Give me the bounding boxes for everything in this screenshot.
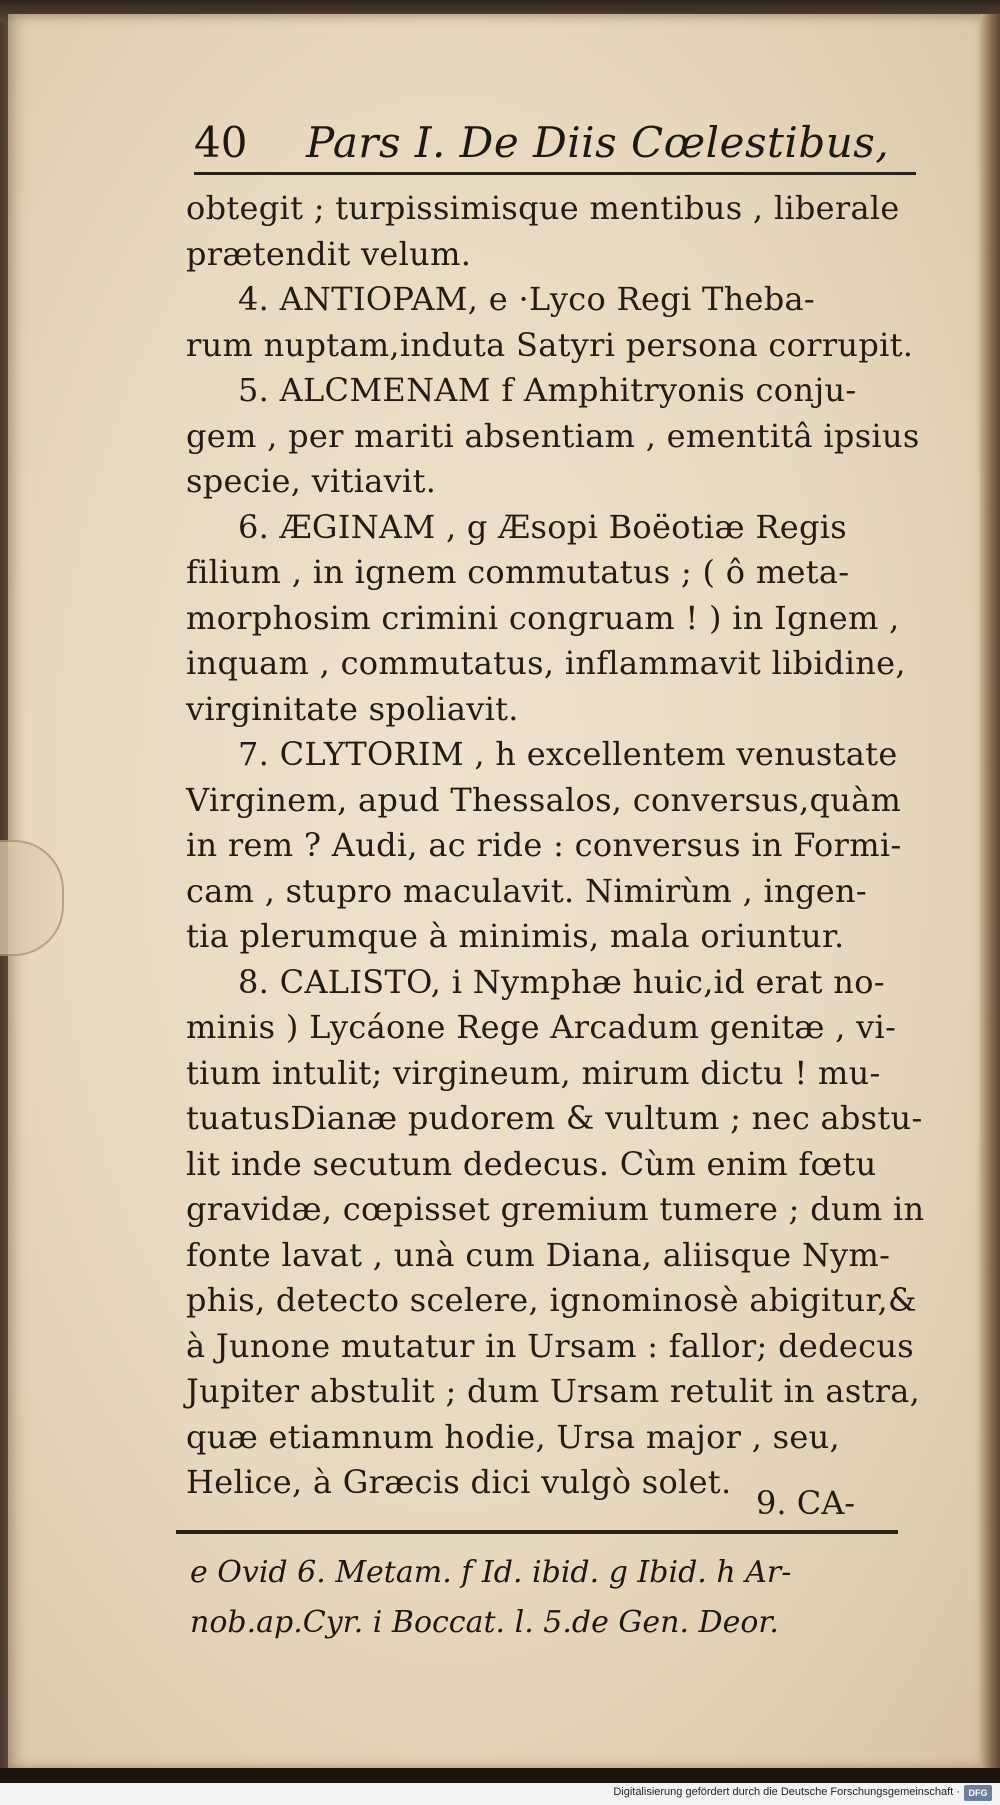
bottom-band (0, 1768, 1000, 1783)
page-number: 40 (194, 118, 248, 167)
text-line: minis ) Lycáone Rege Arcadum genitæ , vi- (186, 1008, 897, 1046)
text-line: in rem ? Audi, ac ride : conversus in Formi- (186, 826, 902, 864)
text-line: rum nuptam,induta Satyri persona corrupit. (186, 325, 914, 364)
text-line: 4. ANTIOPAM, e ·Lyco Regi Theba- (238, 280, 816, 318)
text-line: fonte lavat , unà cum Diana, aliisque Nym- (186, 1235, 891, 1274)
text-line: cam , stupro maculavit. Nimirùm , ingen- (186, 871, 868, 910)
catchword: 9. CA- (756, 1484, 856, 1522)
text-line: phis, detecto scelere, ignominosè abigitur,& (186, 1281, 917, 1319)
text-line: gravidæ, cœpisset gremium tumere ; dum in (186, 1190, 925, 1228)
header-rule (194, 172, 916, 175)
text-line: tia plerumque à minimis, mala oriuntur. (186, 917, 845, 955)
digitization-credit: Digitalisierung gefördert durch die Deutsche Forschungsgemeinschaft · (613, 1786, 960, 1798)
page-header (194, 118, 914, 174)
text-line: Virginem, apud Thessalos, conversus,quàm (186, 780, 902, 819)
text-line: virginitate spoliavit. (186, 689, 519, 728)
text-line: specie, vitiavit. (186, 462, 437, 500)
footnotes (190, 1548, 920, 1648)
text-line: morphosim crimini congruam ! ) in Ignem , (186, 598, 900, 637)
text-line: quæ etiamnum hodie, Ursa major , seu, (186, 1417, 841, 1456)
text-line: gem , per mariti absentiam , ementitâ ipsius (186, 416, 920, 455)
text-line: inquam , commutatus, inflammavit libidine, (186, 644, 906, 682)
text-line: Jupiter abstulit ; dum Ursam retulit in astra, (186, 1372, 921, 1410)
text-line: tuatusDianæ pudorem & vultum ; nec abstu- (186, 1099, 923, 1137)
body-text (186, 186, 925, 1506)
text-line: obtegit ; turpissimisque mentibus , liberale (186, 189, 900, 227)
text-line: 7. CLYTORIM , h excellentem venustate (238, 735, 898, 773)
text-line: à Junone mutatur in Ursam : fallor; dedecus (186, 1326, 914, 1365)
dfg-logo: DFG (964, 1785, 992, 1801)
text-line: Helice, à Græcis dici vulgò solet. (186, 1463, 732, 1501)
footnote-rule (176, 1530, 898, 1534)
text-line: 5. ALCMENAM f Amphitryonis conju- (238, 371, 857, 409)
footnote-line: e Ovid 6. Metam. f Id. ibid. g Ibid. h Ar- (190, 1555, 792, 1590)
text-line: prætendit velum. (186, 234, 472, 273)
running-head: Pars I. De Diis Cœlestibus, (306, 118, 890, 167)
text-line: lit inde secutum dedecus. Cùm enim fœtu (186, 1144, 877, 1183)
text-line: 6. ÆGINAM , g Æsopi Boëotiæ Regis (238, 507, 847, 546)
text-line: 8. CALISTO, i Nymphæ huic,id erat no- (238, 962, 885, 1001)
footnote-line: nob.ap.Cyr. i Boccat. l. 5.de Gen. Deor. (190, 1605, 779, 1640)
text-line: tium intulit; virgineum, mirum dictu ! mu- (186, 1053, 881, 1092)
page-fore-edge (980, 14, 1000, 1770)
text-line: filium , in ignem commutatus ; ( ô meta- (186, 553, 850, 591)
